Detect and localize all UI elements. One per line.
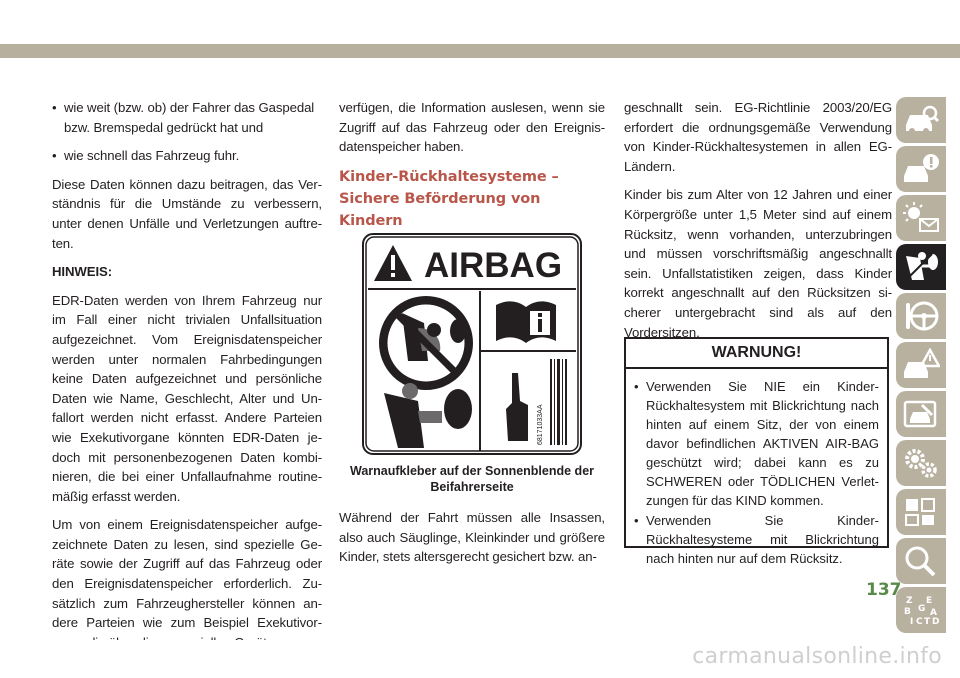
- tab-warning-lights[interactable]: [896, 195, 946, 241]
- svg-text:T: T: [924, 617, 931, 627]
- airbag-label-illustration: [362, 233, 582, 455]
- airbag-label-title: AIRBAG: [424, 246, 563, 285]
- seat-airbag-icon: [902, 250, 940, 284]
- svg-text:Z: Z: [906, 596, 913, 606]
- tab-car-info[interactable]: [896, 146, 946, 192]
- warning-item-text: Verwenden Sie Kinder-Rückhaltesysteme mit Blickrichtung nach hinten nur auf dem Rücksitz.: [646, 513, 879, 566]
- tab-safety[interactable]: [896, 244, 946, 290]
- section-title: Kinder-Rückhaltesysteme – Sichere Beförderung von Kindern: [339, 168, 559, 229]
- paragraph: verfügen, die Information auslesen, wenn sie Zugriff auf das Fahrzeug oder den Ereignis-datenspeicher haben.: [339, 100, 605, 155]
- read-manual-icon: [496, 301, 556, 343]
- footer: [0, 640, 960, 678]
- page-number: 137: [866, 580, 902, 600]
- tab-car-search[interactable]: [896, 97, 946, 143]
- text-column-2: [339, 98, 605, 232]
- text-column-1: [52, 98, 322, 661]
- prohibited-rear-facing-seat-icon: [380, 297, 472, 389]
- paragraph: Diese Daten können dazu beitragen, das Ver-ständnis für die Umstände zu verbessern, unter denen Unfälle und Verletzungen auftre-ten.: [52, 176, 322, 251]
- header-bar: [0, 44, 960, 58]
- bullet-dot: •: [634, 379, 639, 394]
- airbag-warning-label-figure: [362, 233, 582, 455]
- bullet-dot: •: [52, 148, 57, 164]
- svg-text:A: A: [930, 608, 937, 618]
- warning-box: [624, 337, 889, 566]
- paragraph: Kinder bis zum Alter von 12 Jahren und einer Körpergröße unter 1,5 Meter sind auf einem Rücksitz, wenn vorhanden, unterzubringen und müssen vorschriftsmäßig angeschnallt sein. Unfallstatistiken zeigen, dass Kinder korrekt angeschnallt auf den Rücksitzen si-cherer untergebracht sind als auf den Vordersitzen.: [624, 187, 892, 340]
- header-band: [0, 0, 960, 58]
- svg-text:I: I: [910, 617, 914, 627]
- list-item: [52, 146, 322, 166]
- warning-item-text: Verwenden Sie NIE ein Kinder-Rückhaltesystem mit Blickrichtung nach hinten auf einem Sitz, der von einem davor befindlichen AKTIVEN AIR-BAG geschützt wird; dabei kann es zu SCHWEREN oder TÖDLICHEN Verlet-zungen für das KIND kommen.: [646, 379, 879, 508]
- tab-technical[interactable]: [896, 440, 946, 486]
- barcode-number: 68171033AA: [537, 404, 544, 445]
- tab-multimedia[interactable]: [896, 489, 946, 535]
- warning-item: [634, 511, 879, 568]
- svg-text:C: C: [916, 617, 923, 627]
- svg-text:D: D: [932, 617, 940, 627]
- list-item-text: wie schnell das Fahrzeug fuhr.: [64, 148, 240, 164]
- list-item-text: wie weit (bzw. ob) der Fahrer das Gaspedal bzw. Bremspedal gedrückt hat und: [64, 100, 315, 135]
- magnifier-icon: [902, 544, 940, 578]
- dashboard-warning-light-icon: [902, 201, 940, 235]
- bullet-dot: •: [52, 100, 57, 115]
- list-item: [52, 98, 322, 137]
- text-column-3: [624, 98, 892, 351]
- paragraph: Um von einem Ereignisdatenspeicher aufge-zeichnete Daten zu lesen, sind spezielle Ge-räte sowie der Zugriff auf das Fahrzeug oder den Ereignisdatenspeicher erforderlich. Zu-sätzlich zum Fahrzeughersteller können an-dere Parteien wie zum Beispiel Exekutivor-: [52, 517, 322, 631]
- chapter-tabs: [896, 97, 946, 636]
- warning-list: [626, 369, 887, 568]
- svg-text:E: E: [926, 596, 933, 606]
- car-search-icon: [902, 103, 940, 137]
- tab-emergency[interactable]: [896, 342, 946, 388]
- paragraph: geschnallt sein. EG-Richtlinie 2003/20/EG erfordert die ordnungsgemäße Verwendung von Kinder-Rückhaltesystemen in allen EG-Ländern.: [624, 100, 892, 174]
- alphabet-index-icon: [902, 593, 940, 627]
- svg-text:G: G: [918, 604, 926, 614]
- tab-customer-assistance[interactable]: [896, 538, 946, 584]
- text-column-2-continued: [339, 508, 605, 576]
- steering-wheel-icon: [902, 299, 940, 333]
- note-text: EDR-Daten werden von Ihrem Fahrzeug nur im Fall einer nicht trivialen Unfallsituation aufgezeichnet. Vom Ereignisdatenspeicher werden unter normalen Fahrbedingungen keine Daten aufgezeichnet und persönliche Daten wie Name, Geschlecht, Alter und Un-fallort werden nicht erfasst. Andere Parteien wie Exekutivorgane könnten EDR-Daten je-doch mit personenbezogenen Daten kombi-nieren, die bei einer Unfallaufnahme routine-mäßig erfasst werden.: [52, 292, 322, 504]
- warning-item: [634, 377, 879, 510]
- figure-caption: Warnaufkleber auf der Sonnenblende der Beifahrerseite: [349, 464, 595, 494]
- note-label: HINWEIS:: [52, 264, 113, 280]
- svg-text:B: B: [904, 607, 911, 617]
- tab-driving[interactable]: [896, 293, 946, 339]
- car-hazard-icon: [902, 348, 940, 382]
- tab-maintenance[interactable]: [896, 391, 946, 437]
- car-info-icon: [902, 152, 940, 186]
- bullet-dot: •: [634, 513, 639, 528]
- car-wrench-icon: [902, 397, 940, 431]
- watermark: carmanualsonline.info: [692, 644, 942, 669]
- warning-title: WARNUNG!: [626, 339, 887, 369]
- tab-index[interactable]: [896, 587, 946, 633]
- gears-icon: [902, 446, 940, 480]
- media-icon: [902, 495, 940, 529]
- paragraph: Während der Fahrt müssen alle Insassen, also auch Säuglinge, Kleinkinder und größere Kinder, stets altersgerecht gesichert bzw. an-: [339, 510, 605, 565]
